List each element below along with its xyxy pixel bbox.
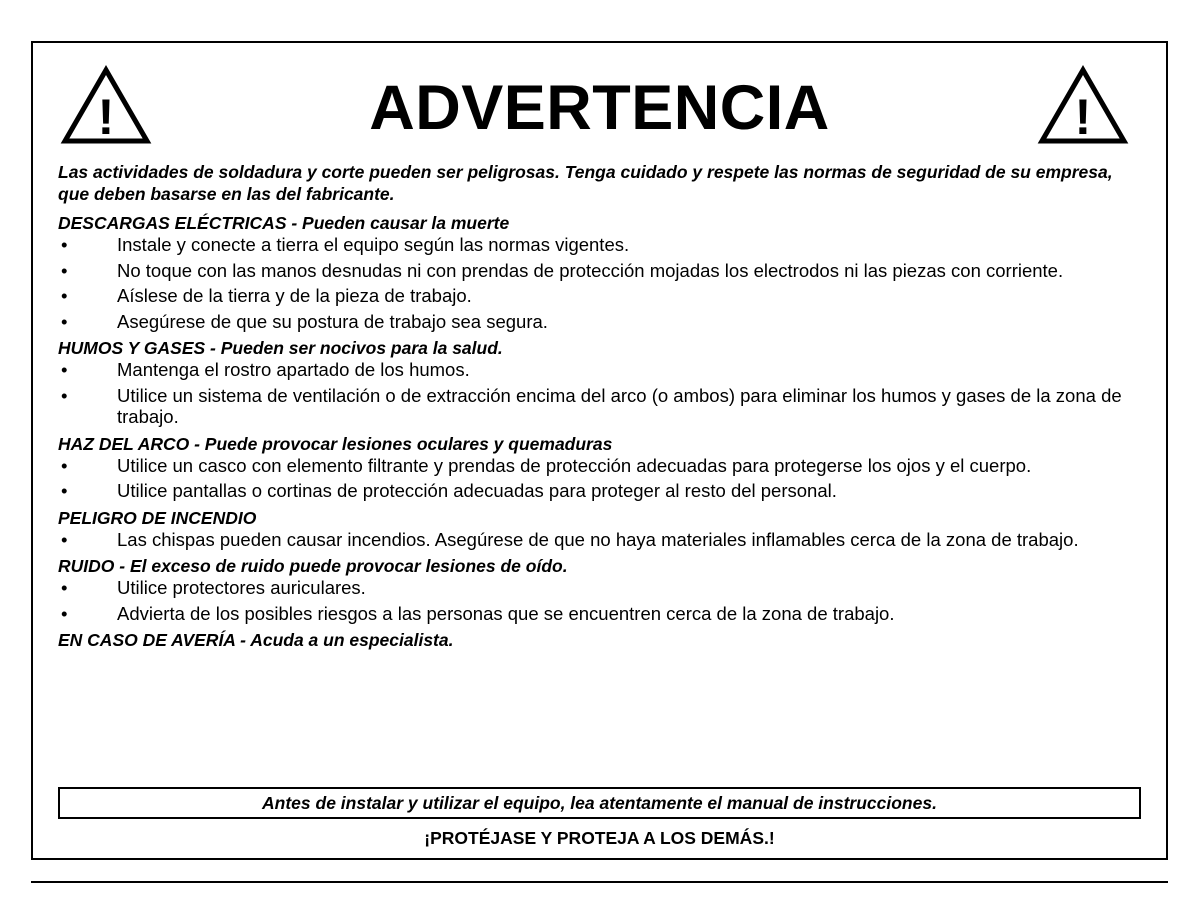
bullet-list bbox=[58, 529, 1143, 551]
list-item-text: Utilice pantallas o cortinas de protección adecuadas para proteger al resto del personal. bbox=[117, 480, 837, 501]
list-item bbox=[58, 529, 1143, 551]
bullet-list bbox=[58, 359, 1143, 428]
section-electric-shock bbox=[58, 213, 1143, 332]
list-item bbox=[58, 480, 1143, 502]
list-item-text: Mantenga el rostro apartado de los humos. bbox=[117, 359, 470, 380]
list-item-text: Las chispas pueden causar incendios. Asegúrese de que no haya materiales inflamables cerca de la zona de trabajo. bbox=[117, 528, 1079, 550]
manual-notice-box: Antes de instalar y utilizar el equipo, lea atentamente el manual de instrucciones. bbox=[58, 787, 1141, 819]
bullet-icon: • bbox=[61, 285, 68, 306]
section-heading: HAZ DEL ARCO - Puede provocar lesiones oculares y quemaduras bbox=[58, 433, 613, 454]
list-item bbox=[58, 577, 1143, 599]
bullet-icon: • bbox=[61, 310, 68, 332]
intro-text: Las actividades de soldadura y corte pueden ser peligrosas. Tenga cuidado y respete las normas de seguridad de su empresa, que deben basarse en las del fabricante. bbox=[58, 162, 1113, 204]
list-item bbox=[58, 603, 1143, 625]
warning-content bbox=[58, 161, 1143, 651]
section-fire-hazard bbox=[58, 508, 1143, 551]
section-arc-rays bbox=[58, 434, 1143, 502]
bullet-list bbox=[58, 234, 1143, 332]
list-item bbox=[58, 234, 1143, 256]
bullet-icon: • bbox=[61, 359, 68, 380]
bullet-icon: • bbox=[61, 259, 68, 281]
list-item-text: Utilice protectores auriculares. bbox=[117, 577, 366, 598]
warning-triangle-icon bbox=[1037, 65, 1129, 145]
list-item bbox=[58, 285, 1143, 307]
section-heading: PELIGRO DE INCENDIO bbox=[58, 507, 257, 528]
bullet-icon: • bbox=[61, 602, 68, 624]
protect-slogan: ¡PROTÉJASE Y PROTEJA A LOS DEMÁS.! bbox=[424, 828, 775, 848]
bullet-icon: • bbox=[61, 577, 68, 598]
list-item-text: Utilice un casco con elemento filtrante y prendas de protección adecuadas para protegerse los ojos y el cuerpo. bbox=[117, 454, 1032, 476]
list-item bbox=[58, 385, 1143, 428]
list-item-text: Asegúrese de que su postura de trabajo sea segura. bbox=[117, 310, 548, 332]
list-item bbox=[58, 260, 1143, 282]
list-item bbox=[58, 311, 1143, 333]
list-item-text: Aíslese de la tierra y de la pieza de trabajo. bbox=[117, 285, 472, 306]
bullet-list bbox=[58, 577, 1143, 624]
bottom-divider bbox=[31, 881, 1168, 883]
section-heading: RUIDO - El exceso de ruido puede provocar lesiones de oído. bbox=[58, 556, 568, 576]
warning-panel bbox=[31, 41, 1168, 860]
bullet-icon: • bbox=[61, 384, 68, 406]
list-item bbox=[58, 455, 1143, 477]
bullet-icon: • bbox=[61, 480, 68, 501]
exclamation-glyph: ! bbox=[97, 89, 115, 145]
bullet-list bbox=[58, 455, 1143, 502]
section-noise bbox=[58, 556, 1143, 624]
list-item bbox=[58, 359, 1143, 381]
list-item-text: Advierta de los posibles riesgos a las personas que se encuentren cerca de la zona de trabajo. bbox=[117, 602, 895, 624]
exclamation-glyph: ! bbox=[1074, 89, 1092, 145]
bullet-icon: • bbox=[61, 528, 68, 550]
section-heading: HUMOS Y GASES - Pueden ser nocivos para la salud. bbox=[58, 338, 503, 358]
malfunction-heading: EN CASO DE AVERÍA - Acuda a un especialista. bbox=[58, 630, 454, 650]
section-fumes-gases bbox=[58, 338, 1143, 428]
bullet-icon: • bbox=[61, 234, 68, 255]
bullet-icon: • bbox=[61, 454, 68, 476]
page-title: ADVERTENCIA bbox=[369, 73, 830, 143]
list-item-text: Instale y conecte a tierra el equipo según las normas vigentes. bbox=[117, 234, 630, 255]
section-heading: DESCARGAS ELÉCTRICAS - Pueden causar la muerte bbox=[58, 213, 510, 233]
list-item-text: No toque con las manos desnudas ni con prendas de protección mojadas los electrodos ni las piezas con corriente. bbox=[117, 259, 1064, 281]
list-item-text: Utilice un sistema de ventilación o de extracción encima del arco (o ambos) para eliminar los humos y gases de la zona de trabajo. bbox=[117, 384, 1122, 427]
